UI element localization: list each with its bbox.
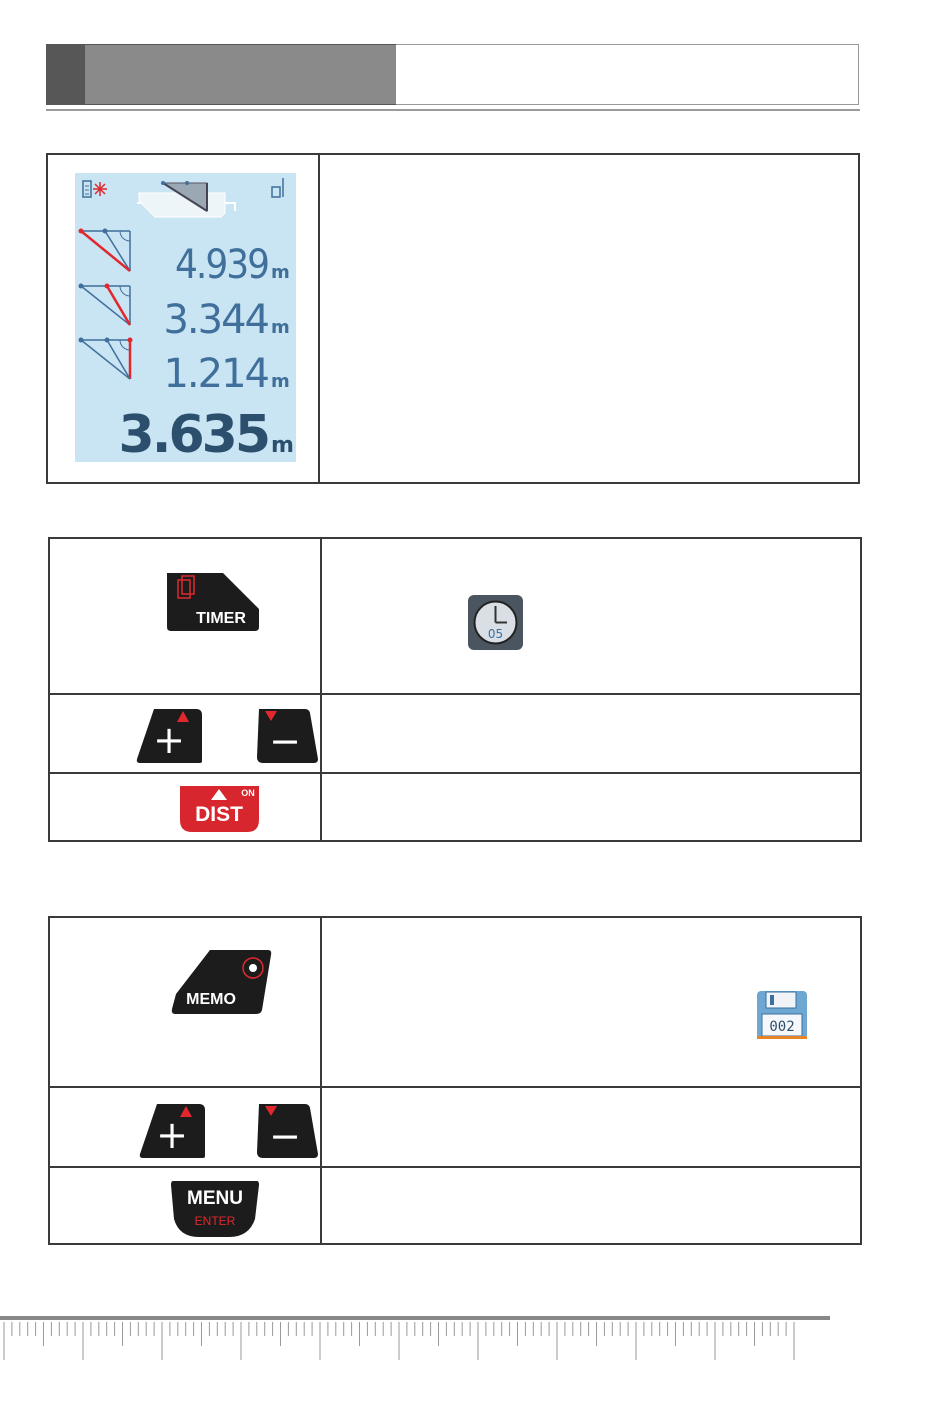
plus-key-2[interactable] [139, 1102, 207, 1160]
enter-key-label: ENTER [194, 1213, 236, 1228]
memo-key-label: MEMO [186, 991, 236, 1008]
plus-key-label-2: + [156, 1113, 188, 1158]
plus-key[interactable] [136, 707, 204, 765]
lcd-value-1: 4.939 [175, 242, 268, 288]
minus-key-2[interactable] [255, 1102, 319, 1160]
memory-slot-value: 002 [769, 1019, 795, 1035]
battery-icon [83, 181, 91, 197]
dist-on-label: ON [241, 788, 255, 798]
menu-description-cell [321, 1167, 861, 1244]
menu-key-cell [49, 1167, 321, 1244]
minus-key[interactable] [255, 707, 319, 765]
plus-key-label: + [153, 718, 185, 762]
dist-key[interactable] [178, 784, 261, 834]
memo-adjust-key-cell [49, 1087, 321, 1166]
dist-key-label: DIST [195, 803, 243, 826]
dist-description-cell [321, 773, 861, 841]
header-title-block [84, 44, 398, 105]
memo-key-cell [49, 917, 321, 1087]
lcd-unit-1: m [271, 262, 290, 283]
section-header-bar [46, 44, 860, 105]
minus-key-label-2: − [269, 1114, 301, 1159]
laser-icon [93, 182, 107, 196]
dist-key-cell [49, 773, 321, 841]
lcd-unit-3: m [271, 371, 290, 392]
timer-adjust-description-cell [321, 694, 861, 773]
memo-key[interactable] [170, 948, 274, 1016]
timer-table [48, 537, 862, 842]
measure-line-2-icon [79, 284, 131, 326]
lcd-unit-2: m [271, 317, 290, 338]
lcd-result-value: 3.635 [118, 405, 268, 462]
lcd-value-3: 1.214 [163, 351, 268, 397]
header-tab-dark [46, 44, 84, 105]
reference-point-icon [272, 187, 280, 197]
lcd-screen [75, 173, 296, 462]
timer-key-label: TIMER [196, 610, 246, 627]
lcd-graphics [75, 173, 296, 462]
timer-key-cell [49, 538, 321, 694]
header-blank-block [396, 44, 859, 105]
header-rule [46, 109, 860, 111]
lcd-value-2: 3.344 [163, 297, 268, 343]
timer-clock-icon [467, 594, 524, 651]
memo-description-cell [321, 917, 861, 1087]
menu-key-label: MENU [187, 1187, 243, 1209]
lcd-result-unit: m [271, 433, 294, 458]
measure-line-3-icon [79, 338, 133, 380]
menu-enter-key[interactable] [169, 1179, 261, 1239]
timer-description-cell [321, 538, 861, 694]
measure-line-1-icon [79, 229, 131, 272]
display-description-cell [319, 154, 859, 483]
display-cell [47, 154, 319, 483]
timer-adjust-key-cell [49, 694, 321, 773]
memory-save-icon [756, 990, 808, 1040]
timer-key[interactable] [165, 571, 261, 633]
footer-ruler-bar [0, 1316, 830, 1320]
memo-table [48, 916, 862, 1245]
footer-ruler [0, 1316, 830, 1361]
memo-adjust-description-cell [321, 1087, 861, 1166]
display-table [46, 153, 860, 484]
timer-clock-value: 05 [487, 627, 504, 641]
minus-key-label: − [269, 719, 301, 763]
